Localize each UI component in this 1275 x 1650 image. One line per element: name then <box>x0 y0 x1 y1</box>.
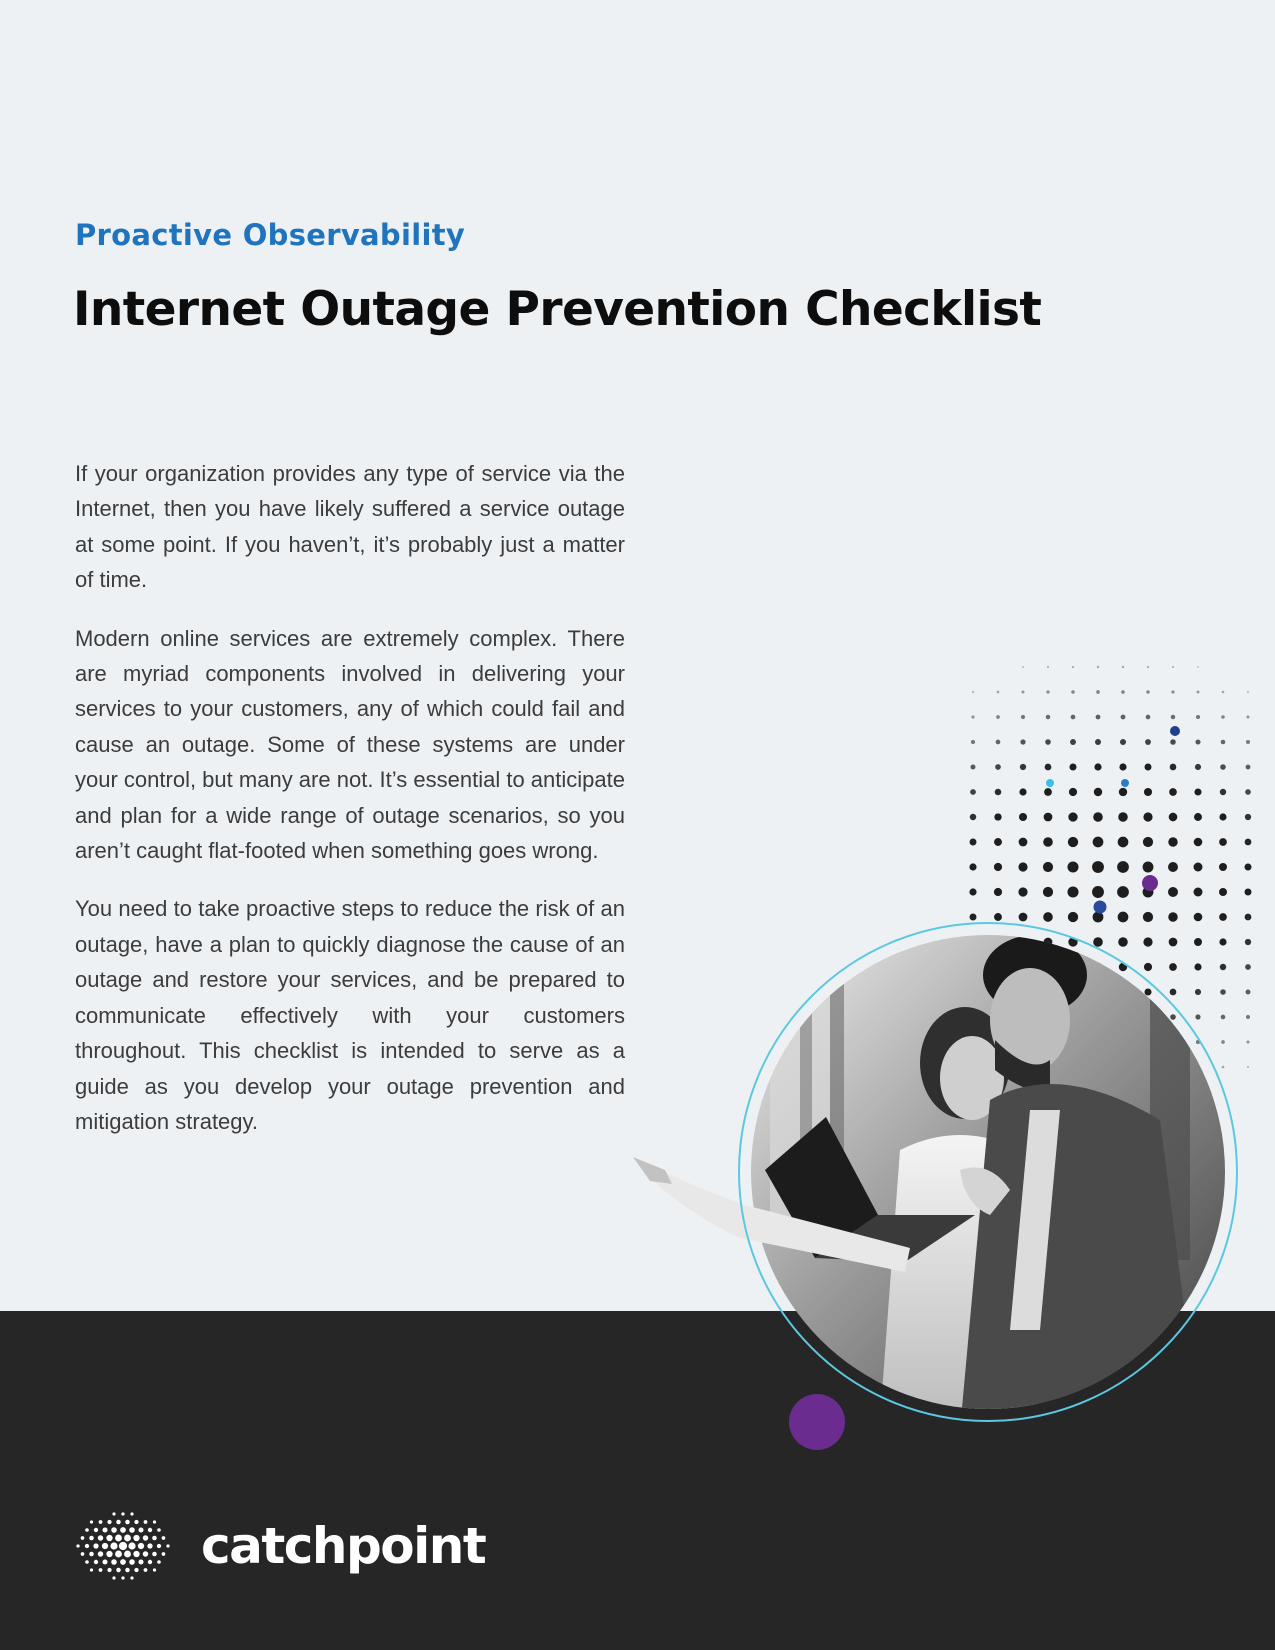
page-title: Internet Outage Prevention Checklist <box>73 282 1042 337</box>
logo-dot <box>99 1568 103 1572</box>
pattern-dot <box>1197 666 1199 668</box>
pattern-dot <box>1069 763 1076 770</box>
pattern-accent-dot <box>1094 901 1107 914</box>
pattern-dot <box>1044 963 1052 971</box>
eyebrow-label: Proactive Observability <box>75 218 466 252</box>
pattern-dot <box>1121 1065 1125 1069</box>
logo-dot <box>130 1512 133 1515</box>
pattern-dot <box>1018 862 1027 871</box>
pattern-dot <box>1121 690 1125 694</box>
pattern-dot <box>1170 764 1177 771</box>
pattern-dot <box>1019 788 1026 795</box>
pattern-dot <box>994 938 1001 945</box>
pattern-dot <box>1169 788 1177 796</box>
pattern-dot <box>1197 1066 1200 1069</box>
catchpoint-logo[interactable] <box>73 1510 485 1582</box>
pattern-dot <box>971 1040 974 1043</box>
pattern-dot <box>1219 913 1227 921</box>
pattern-dot <box>996 715 1000 719</box>
pattern-dot <box>1119 788 1127 796</box>
pattern-dot <box>972 1066 974 1068</box>
pattern-dot <box>1144 788 1152 796</box>
pattern-dot <box>1022 666 1024 668</box>
pattern-dot <box>1093 937 1103 947</box>
catchpoint-dot-sphere-icon <box>73 1511 173 1581</box>
pattern-dot <box>972 691 974 693</box>
pattern-dot <box>1168 837 1177 846</box>
pattern-dot <box>970 964 976 970</box>
pattern-dot <box>1147 1091 1149 1093</box>
pattern-dot <box>1168 862 1178 872</box>
pattern-dot <box>1047 666 1049 668</box>
logo-dot <box>148 1528 152 1532</box>
logo-dot <box>138 1543 144 1549</box>
logo-dot <box>116 1520 121 1525</box>
logo-dot <box>121 1512 124 1515</box>
pattern-dot <box>969 888 976 895</box>
pattern-dot <box>1019 938 1027 946</box>
pattern-dot <box>1171 1065 1174 1068</box>
pattern-dot <box>994 838 1002 846</box>
logo-dot <box>102 1527 107 1532</box>
logo-dot <box>125 1568 130 1573</box>
pattern-dot <box>1071 1040 1076 1045</box>
logo-dot <box>120 1559 126 1565</box>
pattern-dot <box>1245 839 1252 846</box>
logo-dot <box>129 1559 135 1565</box>
pattern-dot <box>1245 814 1251 820</box>
pattern-dot <box>1118 812 1128 822</box>
pattern-dot <box>1020 989 1026 995</box>
pattern-dot <box>1172 1091 1174 1093</box>
pattern-dot <box>1096 690 1100 694</box>
pattern-dot <box>1194 788 1201 795</box>
pattern-dot <box>1220 764 1226 770</box>
pattern-dot <box>1246 765 1251 770</box>
pattern-dot <box>1245 964 1251 970</box>
pattern-dot <box>1092 861 1104 873</box>
pattern-dot <box>1094 988 1101 995</box>
pattern-dot <box>1194 913 1203 922</box>
pattern-dot <box>994 863 1002 871</box>
pattern-dot <box>1246 990 1251 995</box>
pattern-dot <box>1095 739 1101 745</box>
pattern-dot <box>1093 837 1104 848</box>
logo-dot <box>125 1520 130 1525</box>
logo-dot <box>81 1536 85 1540</box>
pattern-dot <box>1219 813 1226 820</box>
pattern-dot <box>1096 1040 1101 1045</box>
pattern-dot <box>1143 837 1153 847</box>
logo-dot <box>81 1552 85 1556</box>
pattern-dot <box>1194 888 1203 897</box>
pattern-dot <box>1246 1015 1250 1019</box>
pattern-dot <box>1070 1014 1076 1020</box>
pattern-dot <box>971 715 974 718</box>
pattern-dot <box>1093 912 1104 923</box>
pattern-dot <box>1194 938 1202 946</box>
pattern-dot <box>1146 1040 1151 1045</box>
logo-dot <box>107 1520 111 1524</box>
pattern-dot <box>1045 764 1052 771</box>
pattern-dot <box>1046 690 1049 693</box>
pattern-dot <box>1121 715 1126 720</box>
pattern-dot <box>1068 837 1078 847</box>
logo-dot <box>138 1559 143 1564</box>
logo-dot <box>143 1551 148 1556</box>
pattern-dot <box>1046 715 1050 719</box>
logo-dot <box>119 1542 127 1550</box>
pattern-dot <box>1043 912 1053 922</box>
pattern-dot <box>1222 1066 1225 1069</box>
logo-dot <box>120 1527 126 1533</box>
pattern-dot <box>1120 739 1126 745</box>
pattern-dot <box>1220 964 1226 970</box>
intro-paragraph-1: If your organization provides any type of service via the Internet, then you have likely suffered a service outage at some point. If you haven’t, it’s probably just a matter of time. <box>75 461 625 593</box>
pattern-dot <box>1246 1040 1249 1043</box>
pattern-dot <box>1221 1040 1225 1044</box>
pattern-dot <box>1069 963 1077 971</box>
logo-dot <box>85 1544 89 1548</box>
pattern-dot <box>1244 888 1251 895</box>
pattern-dot <box>970 789 976 795</box>
logo-dot <box>162 1536 166 1540</box>
pattern-dot <box>1169 938 1178 947</box>
pattern-dot <box>1143 887 1154 898</box>
pattern-dot <box>1117 861 1129 873</box>
pattern-dot <box>1021 1040 1025 1044</box>
pattern-dot <box>1020 739 1025 744</box>
pattern-dot <box>970 989 975 994</box>
pattern-dot <box>1247 1066 1249 1068</box>
pattern-dot <box>1121 1040 1126 1045</box>
logo-dot <box>128 1542 135 1549</box>
pattern-dot <box>1244 863 1251 870</box>
logo-dot <box>134 1568 138 1572</box>
pattern-dot <box>995 989 1001 995</box>
logo-dot <box>85 1528 89 1532</box>
logo-dot <box>89 1536 94 1541</box>
logo-dot <box>152 1536 157 1541</box>
pattern-dot <box>1170 1014 1176 1020</box>
footer-band <box>0 1311 1275 1650</box>
intro-paragraph-2: Modern online services are extremely complex. There are myriad components involved in delivering your services to your customers, any of which could fail and cause an outage. Some of these systems are under your control, but many are not. It’s essential to anticipate and plan for a wide range of outage scenarios, so you aren’t caught flat-footed when something goes wrong. <box>75 625 625 864</box>
pattern-dot <box>994 888 1002 896</box>
pattern-dot <box>997 1066 1000 1069</box>
pattern-dot <box>1146 715 1151 720</box>
pattern-dot <box>996 1015 1001 1020</box>
pattern-dot <box>1120 1014 1126 1020</box>
pattern-dot <box>1220 789 1226 795</box>
pattern-dot <box>1068 812 1077 821</box>
pattern-dot <box>1093 812 1103 822</box>
pattern-dot <box>1119 763 1126 770</box>
pattern-dot <box>1044 788 1052 796</box>
pattern-dot <box>1168 912 1177 921</box>
logo-dot <box>153 1568 156 1571</box>
logo-dot <box>116 1568 121 1573</box>
logo-dot <box>133 1551 139 1557</box>
pattern-dot <box>1119 963 1127 971</box>
logo-dot <box>157 1528 161 1532</box>
pattern-dot <box>1247 691 1249 693</box>
pattern-dot <box>1146 1065 1150 1069</box>
pattern-dot <box>1171 1040 1175 1044</box>
pattern-dot <box>1222 691 1225 694</box>
pattern-dot <box>1194 838 1203 847</box>
logo-dot <box>134 1520 138 1524</box>
pattern-dot <box>1171 690 1174 693</box>
pattern-dot <box>995 789 1002 796</box>
pattern-dot <box>1195 739 1200 744</box>
logo-dot <box>94 1528 98 1532</box>
pattern-dot <box>1045 1014 1051 1020</box>
pattern-dot <box>1144 963 1152 971</box>
pattern-dot <box>1197 691 1200 694</box>
pattern-dot <box>1070 739 1076 745</box>
pattern-dot <box>1069 988 1076 995</box>
pattern-dot <box>1019 813 1027 821</box>
pattern-dot <box>1246 740 1250 744</box>
pattern-dot <box>997 691 1000 694</box>
pattern-dot <box>1195 1014 1200 1019</box>
pattern-dot <box>1118 937 1128 947</box>
pattern-accent-dot <box>1121 779 1129 787</box>
pattern-dot <box>1196 715 1200 719</box>
pattern-dot <box>1020 1014 1025 1019</box>
logo-dot <box>93 1543 98 1548</box>
pattern-dot <box>1170 989 1177 996</box>
pattern-dot <box>970 839 977 846</box>
pattern-dot <box>1021 715 1025 719</box>
logo-dot <box>90 1568 93 1571</box>
logo-dot <box>112 1512 115 1515</box>
logo-dot <box>106 1535 112 1541</box>
logo-dot <box>166 1544 169 1547</box>
pattern-dot <box>970 814 976 820</box>
pattern-dot <box>994 813 1001 820</box>
pattern-dot <box>1145 739 1151 745</box>
pattern-dot <box>1245 789 1251 795</box>
logo-dot <box>130 1576 133 1579</box>
logo-dot <box>144 1520 148 1524</box>
logo-dot <box>144 1568 148 1572</box>
logo-dot <box>85 1560 89 1564</box>
logo-dot <box>153 1520 156 1523</box>
pattern-dot <box>1146 690 1150 694</box>
pattern-dot <box>970 939 976 945</box>
pattern-dot <box>1043 837 1053 847</box>
pattern-dot <box>1018 887 1027 896</box>
logo-dot <box>133 1535 139 1541</box>
pattern-dot <box>996 1040 1000 1044</box>
pattern-dot <box>1092 886 1104 898</box>
logo-dot <box>112 1576 115 1579</box>
pattern-dot <box>1194 813 1202 821</box>
pattern-dot <box>1119 988 1126 995</box>
pattern-dot <box>1169 963 1177 971</box>
pattern-dot <box>1094 788 1102 796</box>
pattern-dot <box>1143 812 1152 821</box>
logo-dot <box>147 1543 152 1548</box>
logo-dot <box>94 1560 98 1564</box>
pattern-dot <box>1067 861 1078 872</box>
pattern-dot <box>1118 912 1129 923</box>
pattern-dot <box>969 863 976 870</box>
pattern-dot <box>1195 764 1201 770</box>
pattern-dot <box>1045 739 1051 745</box>
pattern-dot <box>1143 862 1154 873</box>
pattern-dot <box>1221 1015 1226 1020</box>
pattern-dot <box>1022 1091 1024 1093</box>
pattern-dot <box>1246 715 1249 718</box>
pattern-dot <box>1044 938 1053 947</box>
intro-paragraph-3: You need to take proactive steps to reduce the risk of an outage, have a plan to quickly diagnose the cause of an outage and restore your services, and be prepared to communicate effectively with your customers throughout. This checklist is intended to serve as a guide as you develop your outage prevention and mitigation strategy. <box>75 896 625 1134</box>
pattern-dot <box>1019 913 1028 922</box>
pattern-dot <box>1020 764 1026 770</box>
pattern-dot <box>1021 1065 1024 1068</box>
pattern-dot <box>1096 1065 1100 1069</box>
pattern-dot <box>995 764 1001 770</box>
pattern-dot <box>1221 740 1226 745</box>
pattern-dot <box>1071 715 1076 720</box>
logo-dot <box>89 1552 94 1557</box>
pattern-dot <box>1068 937 1077 946</box>
pattern-dot <box>1122 666 1124 668</box>
pattern-dot <box>1019 963 1026 970</box>
pattern-dot <box>1043 887 1053 897</box>
logo-dot <box>76 1544 79 1547</box>
pattern-dot <box>1221 715 1225 719</box>
pattern-dot <box>1122 1091 1124 1093</box>
pattern-dot <box>1046 1040 1051 1045</box>
logo-dot <box>99 1520 103 1524</box>
pattern-dot <box>1145 1014 1151 1020</box>
pattern-dot <box>1169 813 1178 822</box>
pattern-dot <box>1219 888 1227 896</box>
pattern-dot <box>1096 715 1101 720</box>
pattern-dot <box>971 765 976 770</box>
pattern-dot <box>1069 788 1077 796</box>
pattern-dot <box>1072 666 1074 668</box>
pattern-dot <box>971 740 975 744</box>
pattern-dot <box>1094 763 1101 770</box>
pattern-dot <box>1245 939 1251 945</box>
logo-dot <box>162 1552 166 1556</box>
logo-dot <box>110 1542 117 1549</box>
intro-body <box>75 456 625 1162</box>
logo-dot <box>143 1535 148 1540</box>
pattern-dot <box>1147 666 1149 668</box>
logo-dot <box>124 1551 131 1558</box>
pattern-accent-dot <box>1170 726 1180 736</box>
pattern-dot <box>1067 886 1078 897</box>
logo-dot <box>115 1551 122 1558</box>
logo-dot <box>111 1559 117 1565</box>
pattern-dot <box>1044 813 1053 822</box>
logo-dot <box>121 1576 124 1579</box>
pattern-dot <box>1143 912 1153 922</box>
pattern-dot <box>1072 1091 1074 1093</box>
pattern-dot <box>971 1015 975 1019</box>
logo-dot <box>90 1520 93 1523</box>
pattern-dot <box>1145 764 1152 771</box>
pattern-dot <box>1094 963 1102 971</box>
pattern-dot <box>1219 838 1227 846</box>
pattern-dot <box>1097 666 1099 668</box>
pattern-dot <box>1219 863 1227 871</box>
pattern-dot <box>1195 989 1201 995</box>
pattern-dot <box>1043 862 1053 872</box>
pattern-dot <box>1047 1091 1049 1093</box>
logo-dot <box>98 1551 103 1556</box>
pattern-dot <box>1021 690 1024 693</box>
pattern-accent-dot <box>1142 875 1158 891</box>
dot-pattern <box>969 666 1251 1093</box>
pattern-dot <box>1095 1014 1101 1020</box>
pattern-dot <box>1172 666 1174 668</box>
pattern-dot <box>1197 1091 1199 1093</box>
pattern-dot <box>1046 1065 1049 1068</box>
logo-dot <box>106 1551 112 1557</box>
pattern-dot <box>996 740 1001 745</box>
logo-dot <box>157 1544 161 1548</box>
pattern-dot <box>1019 838 1028 847</box>
pattern-dot <box>1194 963 1201 970</box>
pattern-dot <box>1117 886 1129 898</box>
pattern-dot <box>1170 739 1176 745</box>
logo-dot <box>152 1552 157 1557</box>
logo-dot <box>107 1568 111 1572</box>
pattern-dot <box>1219 938 1226 945</box>
pattern-dot <box>1071 690 1075 694</box>
pattern-dot <box>1071 1065 1075 1069</box>
pattern-dot <box>970 914 977 921</box>
logo-dot <box>124 1535 131 1542</box>
pattern-dot <box>1118 837 1129 848</box>
pattern-dot <box>1194 863 1203 872</box>
pattern-dot <box>1245 914 1252 921</box>
logo-dot <box>157 1560 161 1564</box>
logo-dot <box>129 1527 135 1533</box>
pattern-dot <box>995 964 1002 971</box>
logo-dot <box>102 1543 108 1549</box>
pattern-dot <box>1196 1040 1200 1044</box>
pattern-dot <box>1143 937 1152 946</box>
pattern-dot <box>1097 1091 1100 1094</box>
logo-wordmark: catchpoint <box>201 1517 486 1575</box>
pattern-accent-dot <box>1046 779 1054 787</box>
pattern-dot <box>1220 989 1226 995</box>
logo-dot <box>111 1527 117 1533</box>
pattern-dot <box>1144 988 1151 995</box>
pattern-dot <box>997 1091 999 1093</box>
pattern-dot <box>994 913 1002 921</box>
pattern-dot <box>1068 912 1078 922</box>
pattern-dot <box>1168 887 1178 897</box>
pattern-dot <box>1045 989 1052 996</box>
pattern-dot <box>1171 715 1175 719</box>
logo-dot <box>115 1535 122 1542</box>
logo-dot <box>98 1535 103 1540</box>
logo-dot <box>138 1527 143 1532</box>
logo-dot <box>102 1559 107 1564</box>
logo-dot <box>148 1560 152 1564</box>
